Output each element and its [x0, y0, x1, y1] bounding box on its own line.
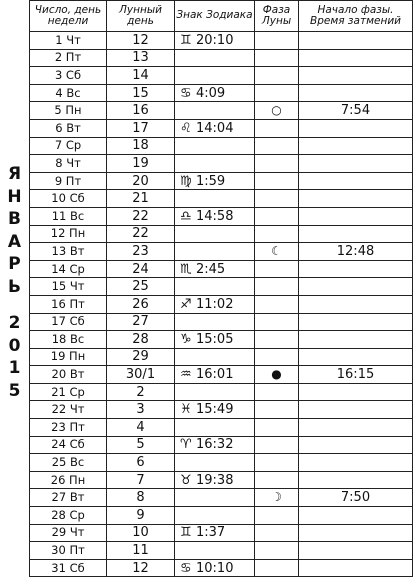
day-cell: 27 Вт	[30, 489, 107, 507]
day-cell: 31 Сб	[30, 559, 107, 577]
zodiac-cell	[175, 172, 255, 190]
day-cell: 28 Ср	[30, 507, 107, 525]
zodiac-cell	[175, 489, 255, 507]
phase-time-cell	[299, 119, 413, 137]
moon-phase-icon	[255, 331, 299, 349]
zodiac-cell	[175, 366, 255, 384]
zodiac-entry-time: 4:09	[196, 85, 226, 101]
month-letter: В	[8, 209, 21, 229]
zodiac-sign-icon: ♊	[180, 32, 192, 48]
table-row	[30, 260, 413, 278]
moon-phase-icon	[255, 137, 299, 155]
phase-time-cell	[299, 225, 413, 243]
zodiac-cell	[175, 419, 255, 437]
zodiac-sign-icon: ♈	[180, 437, 192, 453]
phase-time-cell	[299, 155, 413, 173]
phase-time-cell	[299, 84, 413, 102]
zodiac-cell	[175, 313, 255, 331]
moon-phase-icon: ☽	[255, 489, 299, 507]
table-row	[30, 489, 413, 507]
moon-phase-icon	[255, 454, 299, 472]
phase-time-cell	[299, 295, 413, 313]
day-cell: 8 Чт	[30, 155, 107, 173]
moon-phase-icon	[255, 190, 299, 208]
moon-phase-icon	[255, 471, 299, 489]
lunar-day-cell: 15	[107, 84, 175, 102]
table-row	[30, 366, 413, 384]
zodiac-entry-time: 1:37	[196, 525, 226, 541]
moon-phase-icon	[255, 84, 299, 102]
zodiac-sign-icon: ♉	[180, 472, 192, 488]
table-row	[30, 383, 413, 401]
day-cell: 12 Пн	[30, 225, 107, 243]
day-cell: 3 Сб	[30, 67, 107, 85]
zodiac-entry-time: 14:04	[196, 120, 234, 136]
header-phase-start: Начало фазы. Время затмений	[299, 1, 413, 32]
zodiac-cell	[175, 507, 255, 525]
moon-phase-icon	[255, 524, 299, 542]
zodiac-sign-icon: ♓	[180, 402, 192, 418]
zodiac-entry-time: 10:10	[196, 560, 234, 576]
table-row	[30, 119, 413, 137]
zodiac-cell	[175, 559, 255, 577]
table-row	[30, 542, 413, 560]
lunar-day-cell: 14	[107, 67, 175, 85]
moon-phase-icon	[255, 172, 299, 190]
zodiac-cell	[175, 190, 255, 208]
phase-time-cell	[299, 383, 413, 401]
phase-time-cell: 7:54	[299, 102, 413, 120]
moon-phase-icon	[255, 542, 299, 560]
phase-time-cell	[299, 419, 413, 437]
zodiac-cell	[175, 102, 255, 120]
header-moon-phase: Фаза Луны	[255, 1, 299, 32]
zodiac-cell	[175, 155, 255, 173]
day-cell: 24 Сб	[30, 436, 107, 454]
moon-phase-icon	[255, 507, 299, 525]
day-cell: 30 Пт	[30, 542, 107, 560]
zodiac-sign-icon: ♊	[180, 525, 192, 541]
lunar-day-cell: 28	[107, 331, 175, 349]
header-day: Число, день недели	[30, 1, 107, 32]
table-row	[30, 155, 413, 173]
phase-time-cell	[299, 313, 413, 331]
zodiac-sign-icon: ♒	[180, 367, 192, 383]
zodiac-cell	[175, 207, 255, 225]
moon-phase-icon	[255, 225, 299, 243]
zodiac-entry-time: 11:02	[196, 296, 234, 312]
header-row	[30, 1, 413, 32]
table-row	[30, 401, 413, 419]
zodiac-cell	[175, 49, 255, 67]
lunar-day-cell: 16	[107, 102, 175, 120]
zodiac-cell	[175, 67, 255, 85]
day-cell: 13 Вт	[30, 243, 107, 261]
table-row	[30, 331, 413, 349]
phase-time-cell	[299, 32, 413, 50]
zodiac-cell	[175, 278, 255, 296]
day-cell: 5 Пн	[30, 102, 107, 120]
month-letter: А	[7, 231, 22, 252]
zodiac-entry-time: 16:32	[196, 437, 234, 453]
moon-phase-icon: ○	[255, 102, 299, 120]
phase-time-cell: 7:50	[299, 489, 413, 507]
moon-phase-icon	[255, 436, 299, 454]
lunar-day-cell: 12	[107, 32, 175, 50]
moon-phase-icon	[255, 295, 299, 313]
lunar-day-cell: 12	[107, 559, 175, 577]
zodiac-cell	[175, 260, 255, 278]
table-row	[30, 137, 413, 155]
table-row	[30, 49, 413, 67]
lunar-day-cell: 18	[107, 137, 175, 155]
zodiac-cell	[175, 524, 255, 542]
day-cell: 7 Ср	[30, 137, 107, 155]
zodiac-entry-time: 2:45	[196, 261, 226, 277]
lunar-day-cell: 8	[107, 489, 175, 507]
zodiac-cell	[175, 225, 255, 243]
phase-time-cell	[299, 348, 413, 366]
moon-phase-icon	[255, 155, 299, 173]
header-zodiac: Знак Зодиака	[175, 1, 255, 32]
moon-phase-icon	[255, 278, 299, 296]
day-cell: 25 Вс	[30, 454, 107, 472]
moon-phase-icon	[255, 207, 299, 225]
month-year-label	[0, 0, 29, 565]
phase-time-cell	[299, 278, 413, 296]
month-letter: Р	[8, 254, 21, 274]
phase-time-cell	[299, 172, 413, 190]
zodiac-cell	[175, 295, 255, 313]
lunar-day-cell: 9	[107, 507, 175, 525]
phase-time-cell	[299, 524, 413, 542]
header-lunar-day: Лунный день	[107, 1, 175, 32]
day-cell: 1 Чт	[30, 32, 107, 50]
table-row	[30, 102, 413, 120]
table-row	[30, 454, 413, 472]
day-cell: 29 Чт	[30, 524, 107, 542]
table-row	[30, 471, 413, 489]
zodiac-cell	[175, 401, 255, 419]
day-cell: 16 Пт	[30, 295, 107, 313]
table-row	[30, 67, 413, 85]
phase-time-cell	[299, 49, 413, 67]
day-cell: 18 Вс	[30, 331, 107, 349]
zodiac-cell	[175, 471, 255, 489]
phase-time-cell	[299, 67, 413, 85]
lunar-day-cell: 20	[107, 172, 175, 190]
zodiac-cell	[175, 436, 255, 454]
year-digit: 1	[8, 358, 21, 378]
zodiac-cell	[175, 137, 255, 155]
month-letter: Ь	[8, 276, 21, 297]
phase-time-cell	[299, 436, 413, 454]
table-row	[30, 190, 413, 208]
day-cell: 2 Пт	[30, 49, 107, 67]
lunar-day-cell: 23	[107, 243, 175, 261]
day-cell: 26 Пн	[30, 471, 107, 489]
phase-time-cell	[299, 207, 413, 225]
day-cell: 15 Чт	[30, 278, 107, 296]
zodiac-cell	[175, 119, 255, 137]
day-cell: 9 Пт	[30, 172, 107, 190]
month-letter: Н	[7, 186, 22, 207]
lunar-day-cell: 3	[107, 401, 175, 419]
zodiac-cell	[175, 331, 255, 349]
day-cell: 17 Сб	[30, 313, 107, 331]
year-digit: 0	[8, 335, 21, 356]
day-cell: 11 Вс	[30, 207, 107, 225]
day-cell: 21 Ср	[30, 383, 107, 401]
zodiac-cell	[175, 84, 255, 102]
day-cell: 22 Чт	[30, 401, 107, 419]
table-row	[30, 507, 413, 525]
zodiac-cell	[175, 243, 255, 261]
lunar-day-cell: 4	[107, 419, 175, 437]
moon-phase-icon	[255, 32, 299, 50]
year-digit: 5	[8, 380, 21, 401]
moon-phase-icon: ☾	[255, 243, 299, 261]
table-row	[30, 278, 413, 296]
moon-phase-icon	[255, 260, 299, 278]
table-row	[30, 559, 413, 577]
moon-phase-icon	[255, 119, 299, 137]
table-row	[30, 313, 413, 331]
moon-phase-icon	[255, 383, 299, 401]
phase-time-cell	[299, 331, 413, 349]
table-row	[30, 207, 413, 225]
zodiac-entry-time: 16:01	[196, 367, 234, 383]
phase-time-cell	[299, 559, 413, 577]
lunar-day-cell: 11	[107, 542, 175, 560]
lunar-day-cell: 22	[107, 207, 175, 225]
zodiac-cell	[175, 383, 255, 401]
phase-time-cell	[299, 454, 413, 472]
zodiac-entry-time: 20:10	[196, 32, 234, 48]
table-row	[30, 419, 413, 437]
zodiac-entry-time: 1:59	[196, 173, 226, 189]
zodiac-sign-icon: ♐	[180, 296, 192, 312]
table-row	[30, 295, 413, 313]
phase-time-cell: 16:15	[299, 366, 413, 384]
zodiac-sign-icon: ♋	[180, 85, 192, 101]
year-digit: 2	[8, 313, 21, 333]
zodiac-cell	[175, 542, 255, 560]
table-row	[30, 84, 413, 102]
phase-time-cell	[299, 507, 413, 525]
zodiac-entry-time: 15:49	[196, 402, 234, 418]
moon-phase-icon	[255, 348, 299, 366]
table-row	[30, 436, 413, 454]
lunar-day-cell: 6	[107, 454, 175, 472]
moon-phase-icon	[255, 313, 299, 331]
zodiac-entry-time: 14:58	[196, 208, 234, 224]
phase-time-cell	[299, 542, 413, 560]
month-year-text	[7, 163, 21, 402]
day-cell: 4 Вс	[30, 84, 107, 102]
day-cell: 23 Пт	[30, 419, 107, 437]
moon-phase-icon: ●	[255, 366, 299, 384]
moon-phase-icon	[255, 559, 299, 577]
zodiac-cell	[175, 32, 255, 50]
zodiac-entry-time: 19:38	[196, 472, 234, 488]
table-row	[30, 172, 413, 190]
lunar-day-cell: 13	[107, 49, 175, 67]
lunar-day-cell: 21	[107, 190, 175, 208]
moon-phase-icon	[255, 419, 299, 437]
zodiac-sign-icon: ♑	[180, 331, 192, 347]
zodiac-sign-icon: ♋	[180, 560, 192, 576]
lunar-calendar-table	[29, 0, 413, 577]
phase-time-cell: 12:48	[299, 243, 413, 261]
phase-time-cell	[299, 401, 413, 419]
table-row	[30, 348, 413, 366]
table-row	[30, 225, 413, 243]
lunar-day-cell: 26	[107, 295, 175, 313]
zodiac-cell	[175, 454, 255, 472]
zodiac-sign-icon: ♌	[180, 120, 192, 136]
phase-time-cell	[299, 137, 413, 155]
lunar-day-cell: 19	[107, 155, 175, 173]
zodiac-sign-icon: ♏	[180, 261, 192, 277]
table-row	[30, 524, 413, 542]
lunar-day-cell: 5	[107, 436, 175, 454]
lunar-day-cell: 7	[107, 471, 175, 489]
day-cell: 14 Ср	[30, 260, 107, 278]
lunar-day-cell: 24	[107, 260, 175, 278]
moon-phase-icon	[255, 401, 299, 419]
moon-phase-icon	[255, 67, 299, 85]
day-cell: 19 Пн	[30, 348, 107, 366]
zodiac-entry-time: 15:05	[196, 331, 234, 347]
table-row	[30, 243, 413, 261]
zodiac-cell	[175, 348, 255, 366]
day-cell: 20 Вт	[30, 366, 107, 384]
lunar-day-cell: 17	[107, 119, 175, 137]
moon-phase-icon	[255, 49, 299, 67]
lunar-day-cell: 30/1	[107, 366, 175, 384]
day-cell: 10 Сб	[30, 190, 107, 208]
lunar-day-cell: 10	[107, 524, 175, 542]
table-row	[30, 32, 413, 50]
phase-time-cell	[299, 260, 413, 278]
lunar-day-cell: 29	[107, 348, 175, 366]
phase-time-cell	[299, 190, 413, 208]
lunar-day-cell: 22	[107, 225, 175, 243]
zodiac-sign-icon: ♍	[180, 173, 192, 189]
lunar-day-cell: 2	[107, 383, 175, 401]
day-cell: 6 Вт	[30, 119, 107, 137]
lunar-day-cell: 25	[107, 278, 175, 296]
lunar-day-cell: 27	[107, 313, 175, 331]
phase-time-cell	[299, 471, 413, 489]
zodiac-sign-icon: ♎	[180, 208, 192, 224]
month-letter: Я	[7, 164, 22, 184]
